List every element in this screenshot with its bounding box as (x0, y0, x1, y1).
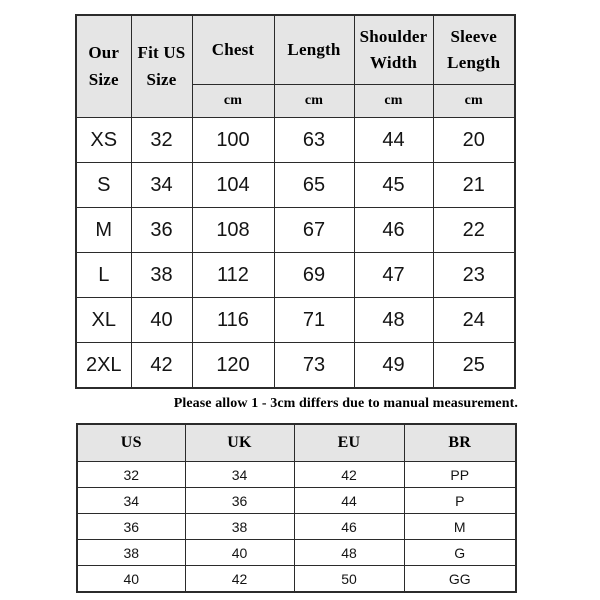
table-cell: M (404, 514, 516, 540)
conversion-table-header-row (77, 424, 516, 462)
table-cell: 42 (185, 566, 294, 593)
table-cell: 47 (354, 253, 433, 298)
unit-label-shoulder-width: cm (354, 85, 433, 118)
table-cell: 50 (294, 566, 404, 593)
table-cell: 63 (274, 118, 354, 163)
table-cell: 32 (131, 118, 192, 163)
table-cell: 71 (274, 298, 354, 343)
table-cell: 73 (274, 343, 354, 389)
table-cell: 49 (354, 343, 433, 389)
table-cell: 46 (354, 208, 433, 253)
table-cell: 2XL (76, 343, 131, 389)
table-cell: 42 (294, 462, 404, 488)
column-header-uk: UK (185, 424, 294, 462)
table-cell: 32 (77, 462, 185, 488)
table-row (77, 488, 516, 514)
measurement-note: Please allow 1 - 3cm differs due to manual measurement. (173, 396, 518, 411)
table-row (76, 298, 515, 343)
table-cell: 20 (433, 118, 515, 163)
table-cell: G (404, 540, 516, 566)
column-header-chest: Chest (192, 15, 274, 85)
table-cell: XL (76, 298, 131, 343)
table-cell: 34 (131, 163, 192, 208)
size-measurement-table (75, 14, 516, 389)
size-table-header-row (76, 15, 515, 85)
table-cell: P (404, 488, 516, 514)
table-cell: 38 (131, 253, 192, 298)
table-row (77, 566, 516, 593)
table-cell: 45 (354, 163, 433, 208)
table-row (76, 163, 515, 208)
table-cell: 67 (274, 208, 354, 253)
table-cell: M (76, 208, 131, 253)
table-cell: 48 (294, 540, 404, 566)
table-cell: 108 (192, 208, 274, 253)
table-cell: XS (76, 118, 131, 163)
column-header-br: BR (404, 424, 516, 462)
table-cell: 46 (294, 514, 404, 540)
table-cell: 34 (77, 488, 185, 514)
table-cell: 40 (77, 566, 185, 593)
unit-label-length: cm (274, 85, 354, 118)
column-header-shoulder-width: Shoulder Width (354, 15, 433, 85)
table-cell: 69 (274, 253, 354, 298)
table-cell: GG (404, 566, 516, 593)
table-row (76, 253, 515, 298)
table-cell: 104 (192, 163, 274, 208)
table-cell: 24 (433, 298, 515, 343)
table-cell: 65 (274, 163, 354, 208)
table-cell: 34 (185, 462, 294, 488)
column-header-eu: EU (294, 424, 404, 462)
table-cell: 25 (433, 343, 515, 389)
table-cell: 38 (77, 540, 185, 566)
table-cell: 112 (192, 253, 274, 298)
table-cell: L (76, 253, 131, 298)
table-cell: 42 (131, 343, 192, 389)
unit-label-chest: cm (192, 85, 274, 118)
column-header-us: US (77, 424, 185, 462)
table-row (77, 540, 516, 566)
table-cell: 22 (433, 208, 515, 253)
table-row (76, 208, 515, 253)
table-row (76, 118, 515, 163)
column-header-sleeve-length: Sleeve Length (433, 15, 515, 85)
table-cell: S (76, 163, 131, 208)
table-cell: 23 (433, 253, 515, 298)
table-cell: 48 (354, 298, 433, 343)
table-cell: 36 (185, 488, 294, 514)
table-cell: 44 (294, 488, 404, 514)
unit-label-sleeve-length: cm (433, 85, 515, 118)
table-cell: PP (404, 462, 516, 488)
table-cell: 36 (131, 208, 192, 253)
table-row (77, 462, 516, 488)
column-header-our-size: Our Size (76, 15, 131, 118)
table-cell: 21 (433, 163, 515, 208)
table-cell: 120 (192, 343, 274, 389)
table-cell: 40 (131, 298, 192, 343)
table-cell: 36 (77, 514, 185, 540)
column-header-fit-us-size: Fit US Size (131, 15, 192, 118)
table-cell: 116 (192, 298, 274, 343)
size-conversion-table (76, 423, 517, 593)
table-cell: 40 (185, 540, 294, 566)
column-header-length: Length (274, 15, 354, 85)
table-cell: 100 (192, 118, 274, 163)
table-row (76, 343, 515, 389)
table-cell: 38 (185, 514, 294, 540)
table-row (77, 514, 516, 540)
table-cell: 44 (354, 118, 433, 163)
